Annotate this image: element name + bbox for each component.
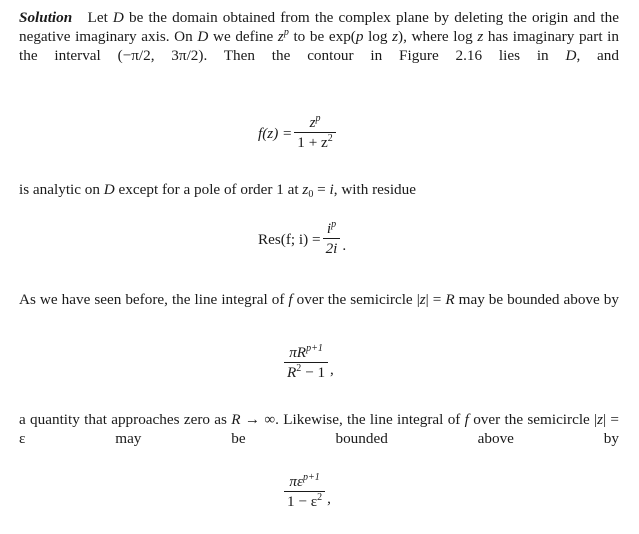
analytic-paragraph: is analytic on D except for a pole of order 1 at $z_0 = i$, with residue (19, 181, 416, 200)
semicircle-paragraph: As we have seen before, the line integral of f over the semicircle |z| = R may be bounded above by (19, 291, 619, 308)
fraction-numerator: $\pi\varepsilon^{p+1}$ (289, 472, 320, 490)
fraction-denominator: 2i (323, 238, 341, 257)
fraction (323, 221, 341, 257)
fraction (284, 345, 328, 381)
fraction-numerator: $\pi R^{p+1}$ (289, 343, 323, 361)
equation-bound-R: $\frac{\pi R^{p+1}}{R^2 - 1}$ , (282, 345, 334, 381)
fraction-numerator: $i^p$ (326, 219, 337, 237)
fraction-denominator: $1 + z^2$ (294, 132, 336, 151)
equation-f-definition (258, 115, 338, 151)
epsilon-paragraph: a quantity that approaches zero as R → ∞. Likewise, the line integral of f over the semicircle |z| = ε may be bounded above by (19, 411, 619, 447)
fraction-numerator: $z^p$ (309, 113, 321, 131)
fraction-denominator: $R^2 - 1$ (284, 362, 328, 381)
fraction (284, 474, 325, 510)
solution-heading: Solution (19, 9, 73, 26)
solution-paragraph: Solution Let D be the domain obtained from the complex plane by deleting the origin and the negative imaginary axis. On D we define $z^p$ to be exp(p log z), where log z has imaginary part in the interval (−π/2, 3π/2). Then the contour in Figure 2.16 lies in D, and (19, 9, 620, 64)
equation-lhs: Res(f; i) = (258, 230, 321, 248)
fraction (294, 115, 336, 151)
equation-lhs: f(z) = (258, 124, 293, 142)
equation-residue: Res(f; i) = $\frac{i^p}{2i}$ . (258, 219, 347, 257)
fraction-denominator: $1 - \varepsilon^2$ (284, 491, 325, 510)
equation-bound-epsilon: $\frac{\pi\varepsilon^{p+1}}{1 - \varepsilon^2}$ , (282, 474, 331, 510)
